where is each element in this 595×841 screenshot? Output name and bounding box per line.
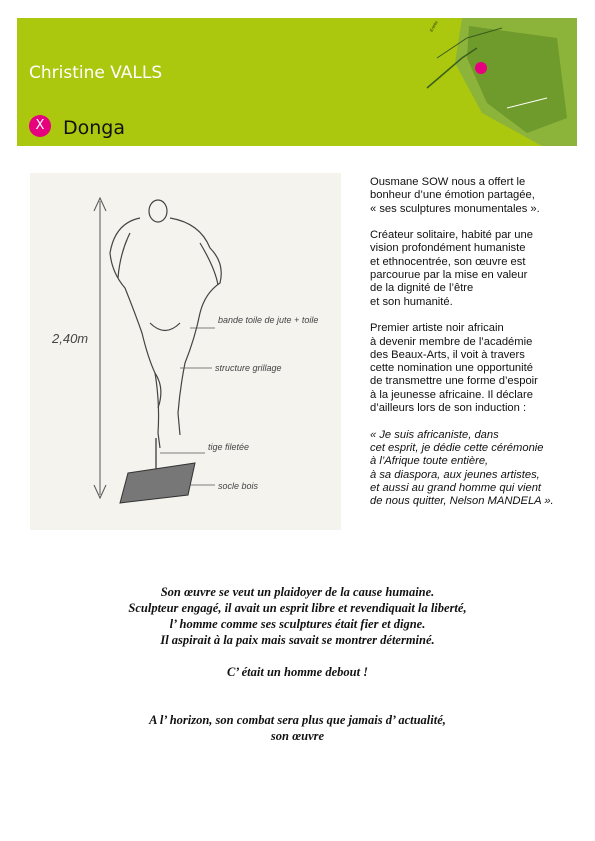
label-socle: socle bois [218, 481, 259, 491]
closing-paragraph-3: A l’ horizon, son combat sera plus que jamais d’ actualité, son œuvre [149, 713, 446, 743]
label-jute: bande toile de jute + toile [218, 315, 319, 325]
header-band [17, 18, 577, 146]
description-column [370, 176, 580, 522]
closing-paragraph-2: C’ était un homme debout ! [226, 665, 369, 679]
paragraph-academy: Premier artiste noir africain à devenir membre de l’académie des Beaux-Arts, il voit à travers cette nomination une opportunité de transmettre une forme d’espoir à la jeunesse africaine. Il déclare d’ailleurs lors de son induction : [370, 322, 538, 415]
wood-base [120, 463, 195, 503]
quote-text: « Je suis africaniste, dans cet esprit, je dédie cette cérémonie à l’Afrique toute entière, à sa diaspora, aux jeunes artistes, et aussi au grand homme qui vient de nous quitter, Nelson MANDELA ». [370, 428, 554, 508]
closing-text [60, 584, 535, 744]
label-grillage: structure grillage [215, 363, 282, 373]
site-map-drawing [407, 18, 577, 146]
map-location-marker [475, 62, 487, 74]
map-label: Entrée [428, 19, 439, 33]
height-label: 2,40m [52, 331, 89, 346]
map-inner-area [467, 26, 567, 133]
paragraph-intro: Ousmane SOW nous a offert le bonheur d’une émotion partagée, « ses sculptures monumentales ». [370, 176, 540, 215]
sculpture-sketch [30, 173, 341, 530]
closing-paragraph-1: Son œuvre se veut un plaidoyer de la cause humaine. Sculpteur engagé, il avait un esprit libre et revendiquait la liberté, l’ homme comme ses sculptures était fier et digne. Il aspirait à la paix mais savait se montrer déterminé. [128, 585, 467, 647]
label-tige: tige filetée [208, 442, 250, 452]
sketch-drawing [30, 173, 341, 530]
label-leaders [160, 328, 215, 485]
figure-outline [110, 200, 221, 448]
artist-name: Christine VALLS [29, 63, 163, 83]
artwork-number-badge: X [29, 115, 51, 137]
artwork-title: Donga [63, 117, 126, 139]
site-map [407, 18, 577, 146]
paragraph-creator: Créateur solitaire, habité par une vision profondément humaniste et ethnocentrée, son œuvre est parcourue par la mise en valeur de la dignité de l’être et son humanité. [370, 229, 533, 308]
